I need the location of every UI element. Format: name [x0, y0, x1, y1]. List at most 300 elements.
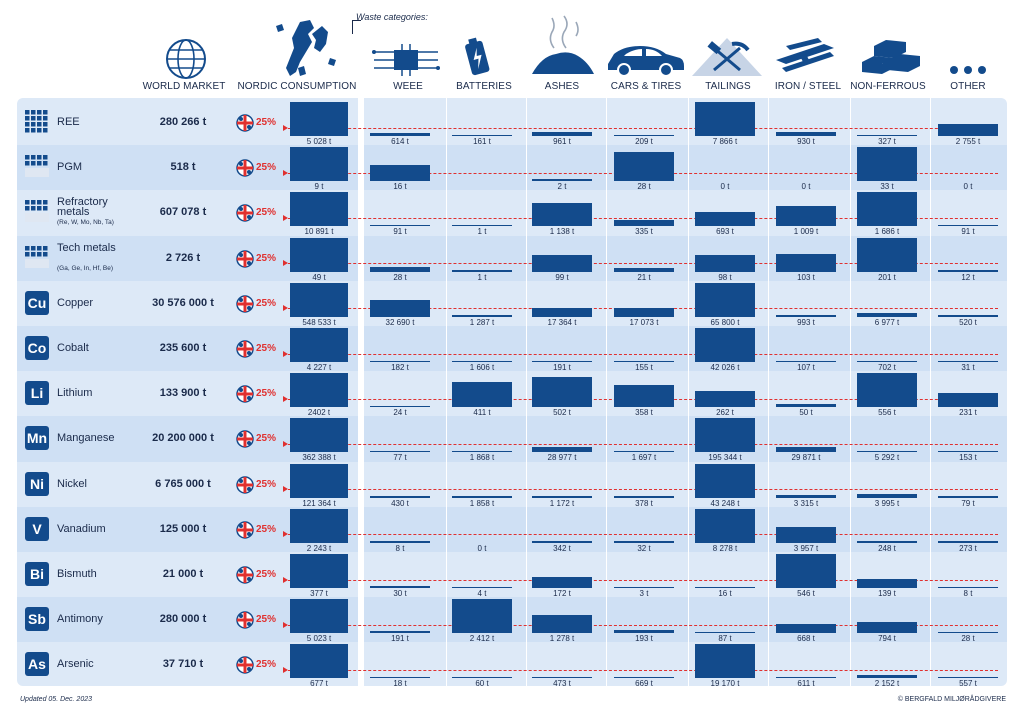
waste-bar	[776, 677, 836, 679]
waste-value-label: 1 t	[477, 227, 487, 237]
nordic-consumption-bar	[290, 599, 348, 633]
waste-value-label: 1 172 t	[549, 498, 575, 508]
waste-value-label: 1 858 t	[469, 498, 495, 508]
waste-value-label: 79 t	[961, 498, 975, 508]
reference-percent-label: 25%	[256, 659, 277, 671]
waste-value-label: 30 t	[393, 589, 407, 598]
waste-bar	[938, 451, 998, 453]
waste-bar	[614, 677, 674, 679]
waste-bar	[614, 385, 674, 407]
waste-value-label: 1 278 t	[549, 634, 575, 644]
waste-bar	[695, 587, 755, 589]
waste-value-label: 378 t	[635, 498, 653, 508]
waste-bar	[938, 587, 998, 589]
reference-percent-label: 25%	[256, 297, 277, 309]
waste-bar	[857, 579, 917, 588]
waste-value-label: 8 t	[395, 543, 405, 553]
category-header-tailings: TAILINGS	[705, 81, 751, 92]
waste-bar	[695, 464, 755, 498]
waste-value-label: 19 170 t	[710, 679, 740, 689]
waste-bar	[614, 361, 674, 363]
waste-bar	[452, 599, 512, 633]
column-separator	[850, 98, 851, 686]
waste-bar	[532, 255, 592, 272]
element-symbol: Li	[25, 381, 49, 405]
waste-value-label: 557 t	[959, 679, 977, 689]
nordic-consumption-bar	[290, 192, 348, 226]
reference-line	[288, 354, 998, 355]
reference-percent-label: 25%	[256, 252, 277, 264]
nordic-consumption-bar	[290, 238, 348, 272]
reference-percent-label: 25%	[256, 523, 277, 535]
element-name: Antimony	[57, 613, 103, 626]
waste-value-label: 60 t	[475, 679, 489, 689]
waste-value-label: 335 t	[635, 227, 653, 237]
waste-bar	[695, 102, 755, 136]
waste-value-label: 473 t	[553, 679, 571, 689]
waste-bar	[532, 677, 592, 679]
element-symbol: Sb	[25, 607, 49, 631]
nordic-consumption-header: NORDIC CONSUMPTION	[237, 81, 357, 92]
waste-value-label: 1 138 t	[549, 227, 575, 237]
waste-bar	[776, 315, 836, 317]
waste-value-label: 107 t	[797, 363, 815, 372]
waste-bar	[776, 495, 836, 498]
waste-value-label: 17 073 t	[629, 317, 659, 327]
world-market-value: 30 576 000 t	[152, 296, 214, 309]
nordic-consumption-bar	[290, 418, 348, 452]
nordic-consumption-label: 121 364 t	[302, 498, 336, 508]
waste-value-label: 993 t	[797, 317, 815, 327]
waste-bar	[695, 391, 755, 407]
nordic-consumption-label: 2402 t	[307, 408, 331, 418]
waste-bar	[857, 361, 917, 363]
world-market-value: 518 t	[170, 161, 196, 174]
nordic-consumption-label: 4 227 t	[306, 363, 332, 372]
waste-bar	[452, 361, 512, 363]
waste-value-label: 3 t	[639, 589, 649, 598]
waste-bar	[614, 496, 674, 498]
nordic-flag-badge-icon	[236, 340, 254, 358]
waste-value-label: 28 977 t	[547, 453, 577, 463]
waste-value-label: 28 t	[637, 182, 651, 192]
waste-value-label: 693 t	[716, 227, 734, 237]
waste-bar	[938, 270, 998, 272]
waste-value-label: 161 t	[473, 137, 491, 146]
nordic-consumption-label: 10 891 t	[304, 227, 334, 237]
world-market-value: 280 266 t	[159, 116, 207, 128]
world-market-value: 20 200 000 t	[152, 432, 214, 445]
waste-value-label: 1 606 t	[469, 363, 495, 372]
reference-line	[288, 128, 998, 129]
world-market-value: 21 000 t	[162, 568, 204, 580]
element-name: Manganese	[57, 432, 115, 445]
nordic-consumption-label: 377 t	[310, 589, 328, 598]
column-separator	[606, 98, 607, 686]
waste-bracket	[352, 20, 361, 34]
nordic-map-icon	[270, 18, 340, 80]
category-header-ashes: ASHES	[544, 81, 580, 92]
waste-bar	[695, 418, 755, 452]
updated-note: Updated 05. Dec. 2023	[20, 696, 92, 703]
element-name: Arsenic	[57, 658, 94, 671]
reference-percent-label: 25%	[256, 388, 277, 400]
reference-percent-label: 25%	[256, 433, 277, 445]
waste-bar	[776, 254, 836, 271]
world-market-value: 37 710 t	[162, 658, 204, 671]
element-name: Refractory metals	[57, 196, 108, 219]
category-header-iron-steel: IRON / STEEL	[774, 81, 842, 92]
circuit-icon	[372, 42, 440, 78]
waste-value-label: 172 t	[553, 589, 571, 598]
waste-value-label: 0 t	[963, 182, 973, 192]
nordic-flag-badge-icon	[236, 250, 254, 268]
reference-line	[288, 534, 998, 535]
waste-value-label: 1 t	[477, 272, 487, 282]
nordic-consumption-label: 2 243 t	[306, 543, 332, 553]
copyright-note: © BERGFALD MILJØRÅDGIVERE	[897, 696, 1006, 703]
waste-bar	[695, 212, 755, 226]
element-name: Tech metals	[57, 241, 116, 254]
waste-value-label: 2 412 t	[469, 634, 495, 644]
waste-value-label: 209 t	[635, 137, 653, 146]
element-name: Lithium	[57, 387, 93, 400]
waste-bar	[695, 509, 755, 543]
category-header-weee: WEEE	[393, 81, 423, 92]
waste-value-label: 201 t	[878, 272, 896, 282]
reference-line	[288, 489, 998, 490]
waste-value-label: 1 868 t	[469, 453, 495, 463]
element-group-grid-icon	[25, 155, 49, 179]
waste-value-label: 195 344 t	[708, 453, 742, 463]
column-separator	[768, 98, 769, 686]
element-subtitle: (Ga, Ge, In, Hf, Be)	[57, 264, 113, 272]
waste-bar	[695, 632, 755, 634]
world-market-value: 235 600 t	[159, 342, 207, 354]
waste-bar	[532, 541, 592, 543]
waste-value-label: 16 t	[393, 182, 407, 192]
waste-bar	[614, 135, 674, 137]
waste-value-label: 342 t	[553, 543, 571, 553]
waste-value-label: 961 t	[553, 137, 571, 146]
waste-bar	[614, 220, 674, 227]
element-symbol: Mn	[25, 426, 49, 450]
waste-bar	[938, 632, 998, 634]
waste-value-label: 12 t	[961, 272, 975, 282]
nordic-consumption-label: 49 t	[312, 272, 326, 282]
waste-value-label: 191 t	[553, 363, 571, 372]
waste-value-label: 0 t	[801, 182, 811, 192]
waste-value-label: 273 t	[959, 543, 977, 553]
waste-value-label: 4 t	[477, 589, 487, 598]
waste-value-label: 327 t	[878, 137, 896, 146]
waste-value-label: 18 t	[393, 679, 407, 689]
waste-value-label: 3 315 t	[793, 498, 819, 508]
waste-bar	[370, 133, 430, 136]
reference-percent-label: 25%	[256, 117, 277, 128]
waste-bar	[695, 644, 755, 678]
waste-value-label: 262 t	[716, 408, 734, 418]
waste-value-label: 32 t	[637, 543, 651, 553]
waste-value-label: 139 t	[878, 589, 896, 598]
waste-bar	[370, 361, 430, 363]
globe-icon	[165, 38, 207, 80]
waste-value-label: 0 t	[720, 182, 730, 192]
waste-bar	[452, 225, 512, 227]
waste-value-label: 91 t	[393, 227, 407, 237]
waste-bar	[938, 315, 998, 317]
waste-bar	[614, 630, 674, 633]
waste-bar	[695, 255, 755, 272]
nordic-consumption-label: 5 028 t	[306, 137, 332, 146]
waste-bar	[776, 447, 836, 452]
waste-value-label: 42 026 t	[710, 363, 740, 372]
waste-value-label: 50 t	[799, 408, 813, 418]
waste-bar	[938, 361, 998, 363]
category-header-other: OTHER	[950, 81, 986, 92]
nordic-consumption-bar	[290, 283, 348, 317]
waste-value-label: 193 t	[635, 634, 653, 644]
waste-value-label: 2 755 t	[955, 137, 981, 146]
waste-bar	[938, 677, 998, 679]
waste-bar	[614, 308, 674, 317]
waste-bar	[532, 447, 592, 452]
waste-value-label: 611 t	[797, 679, 815, 689]
nordic-waste-divider	[358, 98, 364, 686]
nordic-flag-badge-icon	[236, 656, 254, 674]
waste-value-label: 29 871 t	[791, 453, 821, 463]
waste-bar	[452, 270, 512, 272]
waste-value-label: 546 t	[797, 589, 815, 598]
reference-percent-label: 25%	[256, 343, 277, 354]
waste-bar	[532, 577, 592, 588]
waste-bar	[938, 225, 998, 227]
waste-value-label: 2 t	[557, 182, 567, 192]
battery-icon	[460, 36, 494, 78]
steel-beam-icon	[772, 36, 838, 78]
waste-bar	[938, 124, 998, 136]
waste-bar	[532, 308, 592, 317]
waste-value-label: 669 t	[635, 679, 653, 689]
waste-bar	[452, 135, 512, 137]
waste-bar	[938, 393, 998, 407]
waste-value-label: 17 364 t	[547, 317, 577, 327]
nordic-flag-badge-icon	[236, 204, 254, 222]
reference-percent-label: 25%	[256, 478, 277, 490]
nordic-flag-badge-icon	[236, 476, 254, 494]
waste-value-label: 32 690 t	[385, 317, 415, 327]
element-symbol: Cu	[25, 291, 49, 315]
nordic-consumption-bar	[290, 102, 348, 136]
waste-bar	[370, 225, 430, 227]
waste-bar	[452, 451, 512, 453]
waste-bar	[370, 631, 430, 634]
nordic-consumption-label: 548 533 t	[302, 317, 336, 327]
world-market-header: WORLD MARKET	[142, 81, 226, 92]
waste-bar	[614, 268, 674, 272]
waste-value-label: 103 t	[797, 272, 815, 282]
nordic-flag-badge-icon	[236, 295, 254, 313]
waste-value-label: 430 t	[391, 498, 409, 508]
waste-bar	[776, 554, 836, 588]
waste-value-label: 3 995 t	[874, 498, 900, 508]
waste-bar	[695, 328, 755, 362]
waste-value-label: 155 t	[635, 363, 653, 372]
waste-bar	[776, 624, 836, 633]
waste-value-label: 231 t	[959, 408, 977, 418]
waste-bar	[776, 132, 836, 136]
waste-bar	[614, 541, 674, 543]
waste-bar	[857, 494, 917, 497]
waste-bar	[857, 313, 917, 317]
reference-percent-label: 25%	[256, 614, 277, 626]
column-separator	[930, 98, 931, 686]
waste-bar	[614, 152, 674, 181]
waste-bar	[532, 361, 592, 363]
waste-bar	[370, 677, 430, 679]
ash-pile-icon	[530, 14, 596, 78]
waste-value-label: 65 800 t	[710, 317, 740, 327]
ingots-icon	[858, 38, 922, 78]
waste-value-label: 43 248 t	[710, 498, 740, 508]
waste-bar	[857, 451, 917, 453]
waste-bar	[370, 165, 430, 181]
waste-value-label: 21 t	[637, 272, 651, 282]
waste-value-label: 358 t	[635, 408, 653, 418]
waste-bar	[857, 622, 917, 633]
waste-bar	[938, 541, 998, 543]
world-market-value: 280 000 t	[159, 613, 207, 626]
waste-bar	[532, 377, 592, 408]
waste-value-label: 182 t	[391, 363, 409, 372]
waste-bar	[532, 496, 592, 498]
element-name: Nickel	[57, 477, 87, 490]
waste-value-label: 191 t	[391, 634, 409, 644]
element-name: Cobalt	[57, 342, 89, 354]
element-group-grid-icon	[25, 200, 49, 224]
car-icon	[604, 42, 686, 78]
element-group-grid-icon	[25, 110, 49, 134]
reference-percent-label: 25%	[256, 207, 277, 219]
world-market-value: 125 000 t	[159, 522, 207, 535]
waste-value-label: 7 866 t	[712, 137, 738, 146]
element-subtitle: (Re, W, Mo, Nb, Ta)	[57, 219, 114, 227]
nordic-flag-badge-icon	[236, 430, 254, 448]
waste-bar	[857, 541, 917, 543]
waste-value-label: 2 152 t	[874, 679, 900, 689]
element-symbol: Ni	[25, 472, 49, 496]
element-symbol: Co	[25, 336, 49, 360]
waste-value-label: 24 t	[393, 408, 407, 418]
waste-value-label: 248 t	[878, 543, 896, 553]
waste-bar	[452, 677, 512, 679]
waste-value-label: 794 t	[878, 634, 896, 644]
world-market-value: 133 900 t	[159, 387, 207, 400]
waste-value-label: 28 t	[961, 634, 975, 644]
nordic-consumption-bar	[290, 373, 348, 407]
world-market-value: 2 726 t	[165, 251, 201, 264]
waste-bar	[370, 586, 430, 588]
nordic-consumption-bar	[290, 147, 348, 181]
category-header-cars-tires: CARS & TIRES	[610, 81, 682, 92]
element-name: REE	[57, 116, 80, 128]
waste-value-label: 91 t	[961, 227, 975, 237]
waste-value-label: 33 t	[880, 182, 894, 192]
waste-value-label: 6 977 t	[874, 317, 900, 327]
waste-bar	[857, 192, 917, 226]
waste-value-label: 1 287 t	[469, 317, 495, 327]
waste-value-label: 1 009 t	[793, 227, 819, 237]
waste-bar	[370, 267, 430, 272]
waste-value-label: 930 t	[797, 137, 815, 146]
waste-bar	[857, 373, 917, 407]
waste-bar	[370, 541, 430, 543]
waste-bar	[532, 132, 592, 136]
element-symbol: As	[25, 652, 49, 676]
waste-bar	[452, 382, 512, 407]
waste-bar	[614, 451, 674, 453]
waste-bar	[776, 361, 836, 363]
category-header-non-ferrous: NON-FERROUS	[850, 81, 926, 92]
waste-value-label: 77 t	[393, 453, 407, 463]
nordic-consumption-bar	[290, 509, 348, 543]
waste-value-label: 556 t	[878, 408, 896, 418]
category-header-batteries: BATTERIES	[456, 81, 512, 92]
waste-value-label: 99 t	[555, 272, 569, 282]
hammer-pick-icon	[690, 36, 764, 78]
waste-value-label: 3 957 t	[793, 543, 819, 553]
waste-value-label: 502 t	[553, 408, 571, 418]
waste-bar	[614, 587, 674, 589]
waste-bar	[776, 527, 836, 543]
waste-bar	[452, 587, 512, 589]
waste-value-label: 16 t	[718, 589, 732, 598]
reference-percent-label: 25%	[256, 162, 277, 174]
nordic-consumption-label: 677 t	[310, 679, 328, 689]
waste-value-label: 5 292 t	[874, 453, 900, 463]
waste-bar	[452, 315, 512, 317]
waste-bar	[370, 406, 430, 408]
waste-value-label: 411 t	[473, 408, 491, 418]
waste-value-label: 0 t	[477, 543, 487, 553]
waste-bar	[370, 451, 430, 453]
nordic-consumption-label: 9 t	[314, 182, 324, 192]
waste-value-label: 614 t	[391, 137, 409, 146]
element-name: Bismuth	[57, 568, 97, 580]
nordic-flag-badge-icon	[236, 611, 254, 629]
element-name: PGM	[57, 161, 83, 174]
waste-value-label: 87 t	[718, 634, 732, 644]
waste-bar	[776, 404, 836, 407]
waste-value-label: 520 t	[959, 317, 977, 327]
nordic-consumption-bar	[290, 328, 348, 362]
nordic-flag-badge-icon	[236, 159, 254, 177]
waste-bar	[695, 283, 755, 317]
reference-percent-label: 25%	[256, 569, 277, 580]
nordic-flag-badge-icon	[236, 566, 254, 584]
element-symbol: Bi	[25, 562, 49, 586]
element-name: Vanadium	[57, 522, 106, 535]
waste-bar	[370, 300, 430, 317]
waste-value-label: 153 t	[959, 453, 977, 463]
nordic-consumption-bar	[290, 644, 348, 678]
waste-bar	[452, 496, 512, 498]
more-dots-icon	[948, 64, 988, 76]
waste-bar	[370, 496, 430, 498]
nordic-consumption-bar	[290, 554, 348, 588]
nordic-flag-badge-icon	[236, 114, 254, 132]
waste-bar	[938, 496, 998, 498]
